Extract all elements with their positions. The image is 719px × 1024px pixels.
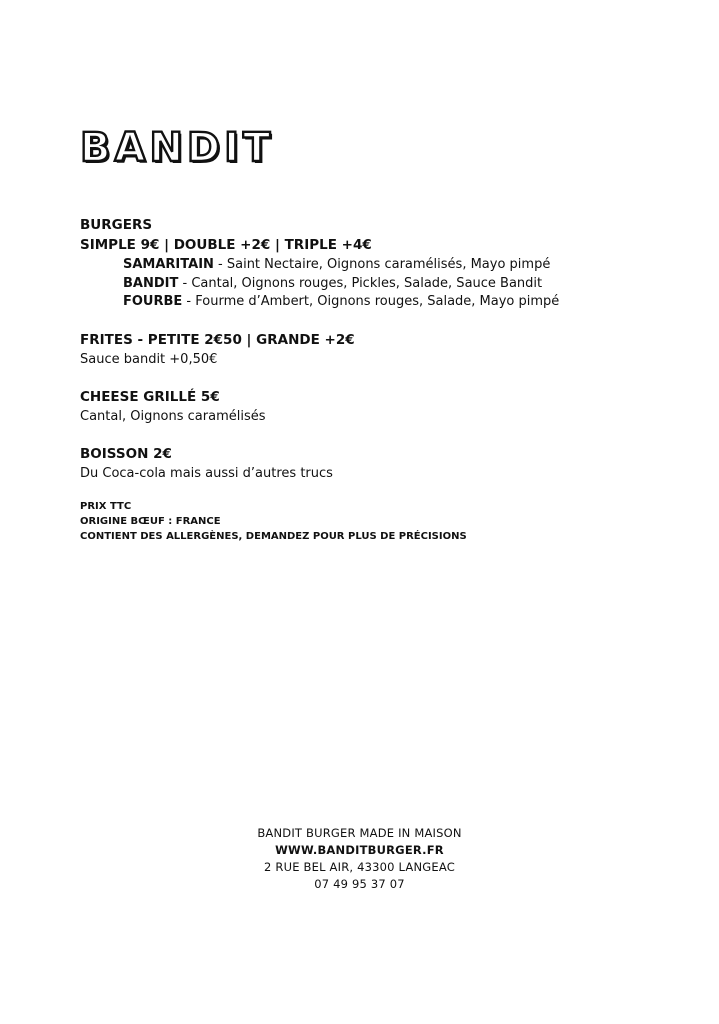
- note-prix: PRIX TTC: [80, 500, 132, 512]
- bandit-logo: BANDIT: [80, 125, 275, 171]
- footer-address: 2 RUE BEL AIR, 43300 LANGEAC: [264, 860, 455, 874]
- burger-item-samaritain: [123, 256, 680, 275]
- frites-description: Sauce bandit +0,50€: [80, 351, 218, 367]
- footer-phone: 07 49 95 37 07: [314, 877, 405, 891]
- boisson-description: Du Coca-cola mais aussi d’autres trucs: [80, 465, 333, 481]
- footer-tagline: BANDIT BURGER MADE IN MAISON: [257, 826, 462, 840]
- burger-description: - Cantal, Oignons rouges, Pickles, Salade, Sauce Bandit: [178, 275, 543, 291]
- boisson-title: BOISSON 2€: [80, 445, 172, 462]
- burger-item-bandit: [123, 275, 680, 294]
- burgers-prices: SIMPLE 9€ | DOUBLE +2€ | TRIPLE +4€: [80, 237, 372, 253]
- burger-description: - Fourme d’Ambert, Oignons rouges, Salade, Mayo pimpé: [182, 294, 560, 309]
- boisson-section: [80, 444, 680, 483]
- cheese-section: [80, 387, 680, 426]
- menu: [80, 215, 680, 544]
- burger-description: - Saint Nectaire, Oignons caramélisés, Mayo pimpé: [213, 257, 551, 272]
- frites-section: [80, 330, 680, 369]
- burger-item-fourbe: [123, 293, 680, 312]
- note-allergenes: CONTIENT DES ALLERGÈNES, DEMANDEZ POUR PLUS DE PRÉCISIONS: [80, 530, 467, 542]
- footer: [0, 825, 719, 893]
- footer-website: WWW.BANDITBURGER.FR: [275, 843, 444, 857]
- burger-name: SAMARITAIN: [123, 257, 214, 272]
- cheese-description: Cantal, Oignons caramélisés: [80, 408, 266, 424]
- frites-title: FRITES - PETITE 2€50 | GRANDE +2€: [80, 331, 355, 348]
- burgers-title: BURGERS: [80, 217, 153, 233]
- legal-notes: [80, 499, 680, 544]
- burgers-section: [80, 215, 680, 312]
- cheese-title: CHEESE GRILLÉ 5€: [80, 388, 220, 405]
- note-origine: ORIGINE BŒUF : FRANCE: [80, 515, 221, 527]
- burger-list: [123, 256, 680, 312]
- burger-name: BANDIT: [123, 275, 179, 291]
- burger-name: FOURBE: [123, 294, 183, 309]
